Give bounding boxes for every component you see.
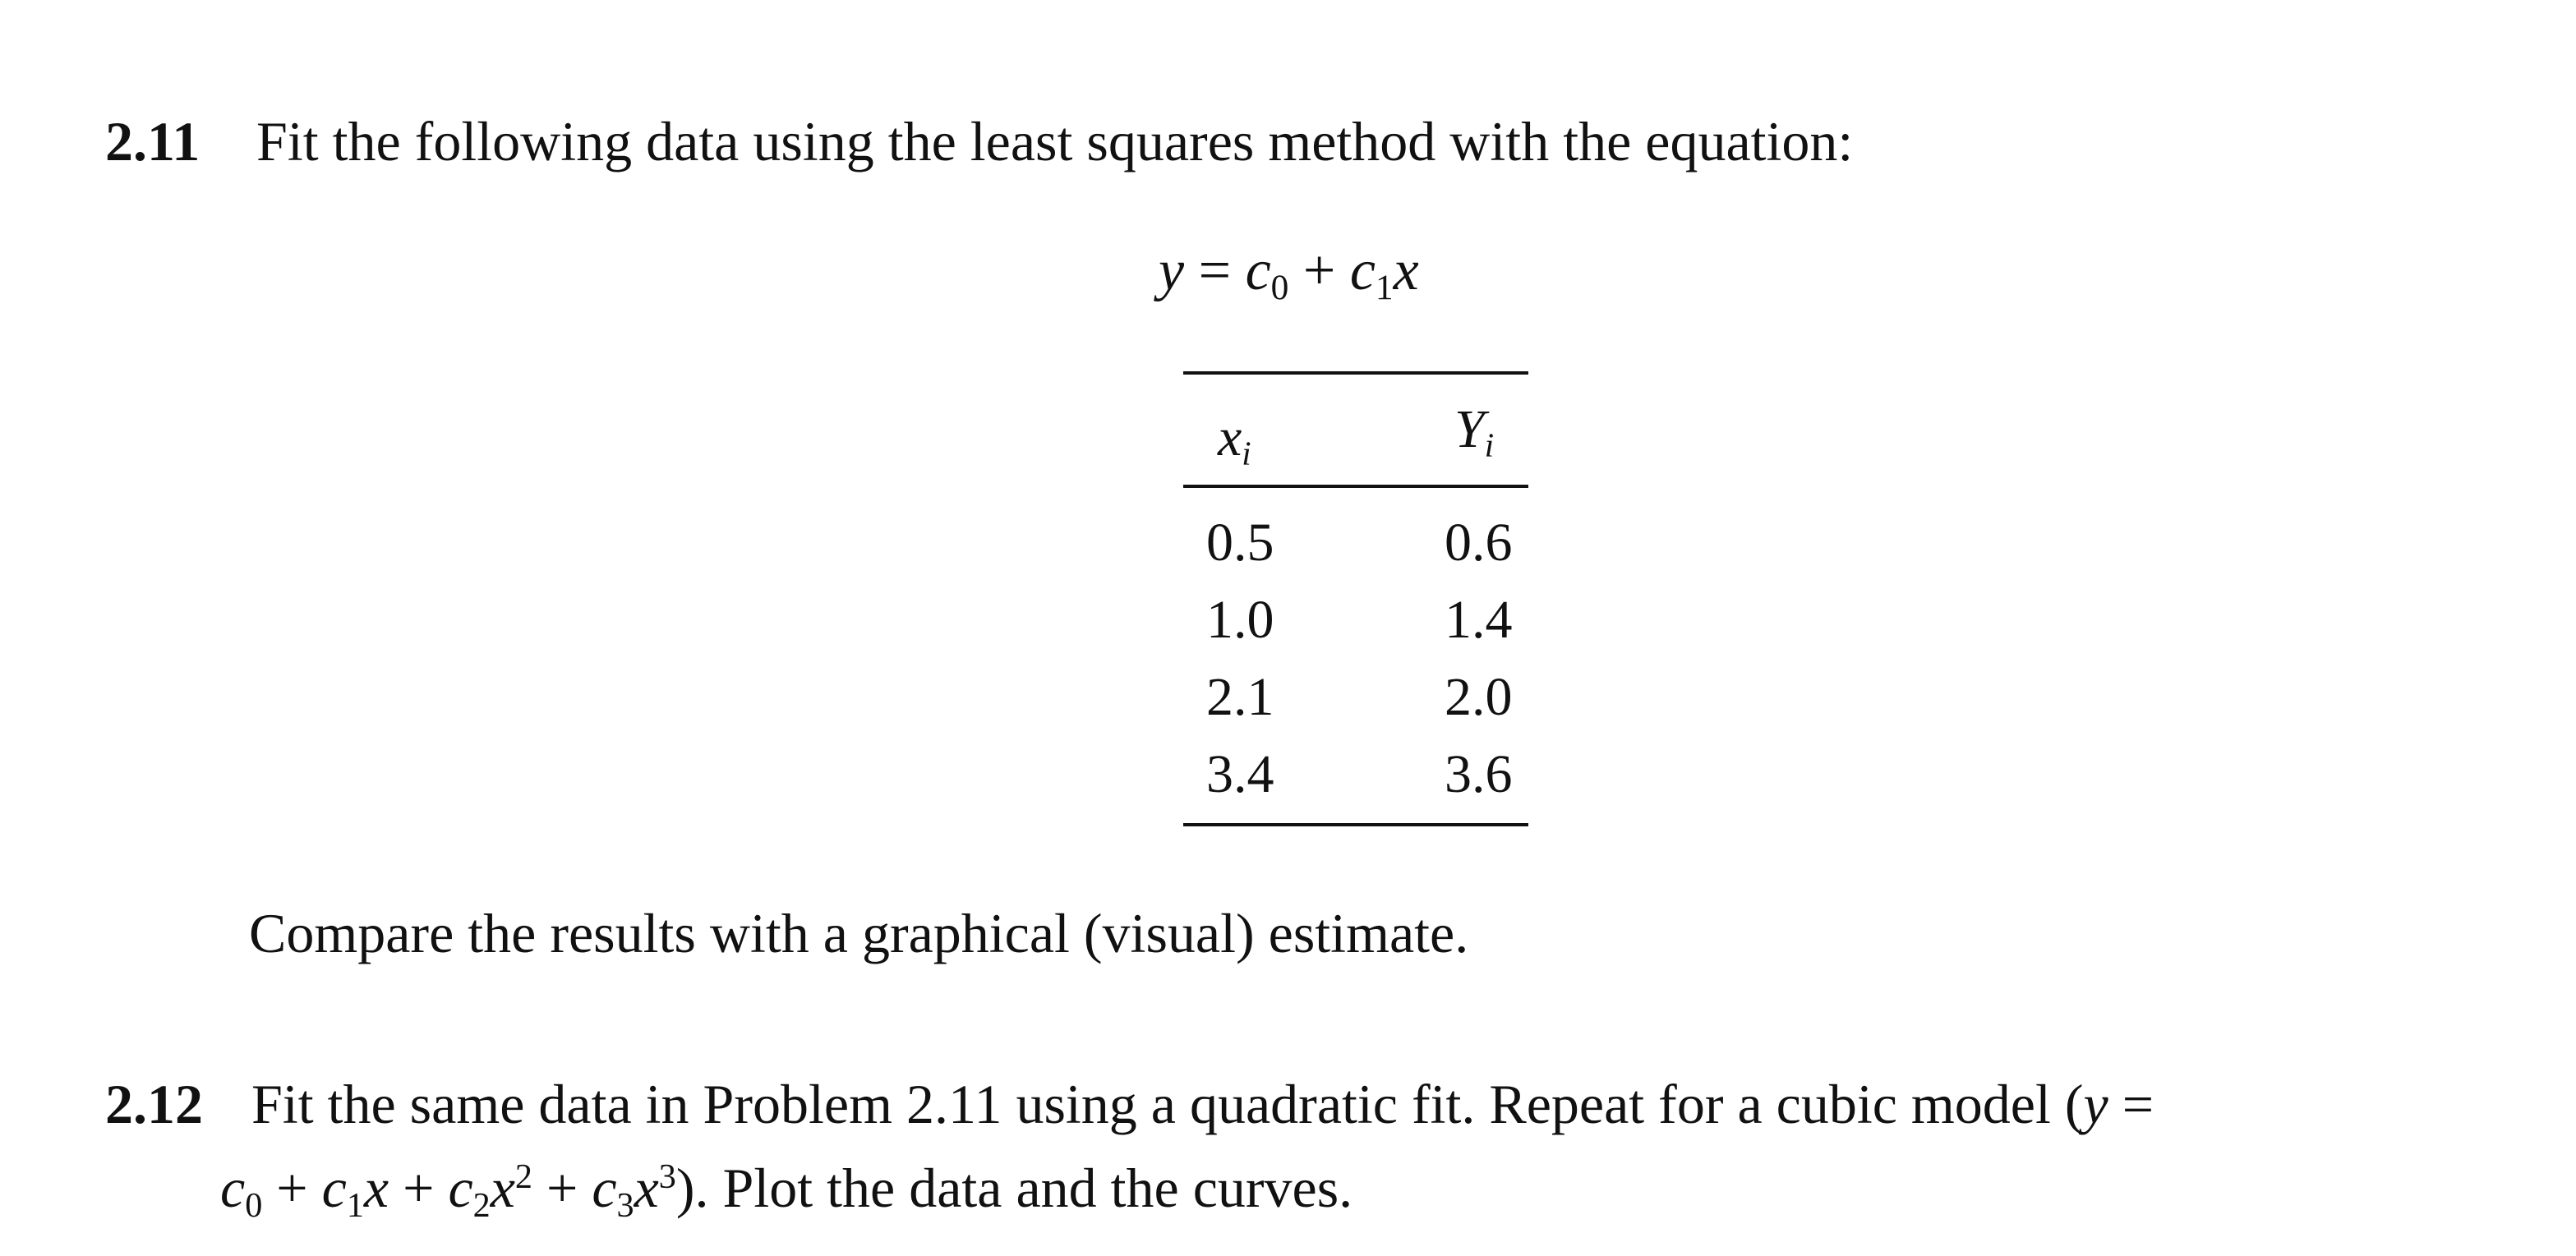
eq-sub-1: 1	[1375, 268, 1394, 308]
eq-x: x	[1393, 239, 1419, 302]
plus-2: +	[389, 1157, 449, 1219]
table-header-y	[1454, 399, 1495, 464]
problem-text: Fit the following data using the least squares method with the equation:	[256, 110, 1854, 173]
problem-2-12-statement	[105, 1073, 2154, 1135]
header-y-var: Y	[1454, 399, 1485, 459]
sub-2: 2	[472, 1185, 491, 1225]
sup-2: 2	[514, 1157, 532, 1196]
term-c0: c	[220, 1157, 246, 1219]
term-x2: x	[490, 1157, 515, 1219]
table-cell-x-1: 1.0	[1206, 590, 1274, 650]
table-cell-y-0: 0.6	[1445, 513, 1513, 573]
plus-3: +	[532, 1157, 592, 1219]
eq-c0: c	[1245, 239, 1271, 302]
problem-text: Fit the same data in Problem 2.11 using a quadratic fit. Repeat for a cubic model (	[251, 1073, 2084, 1135]
sup-3: 3	[658, 1157, 676, 1196]
eq-c1: c	[1349, 239, 1376, 302]
sub-3: 3	[616, 1185, 634, 1225]
table-cell-x-0: 0.5	[1206, 513, 1274, 573]
table-bottom-rule	[1183, 823, 1528, 826]
sub-1: 1	[346, 1185, 364, 1225]
cubic-equals: =	[2108, 1073, 2154, 1135]
problem-number: 2.12	[105, 1073, 203, 1135]
sub-0: 0	[245, 1185, 263, 1225]
eq-y: y	[1159, 239, 1185, 302]
term-c2: c	[448, 1157, 473, 1219]
table-cell-y-3: 3.6	[1445, 744, 1513, 804]
eq-plus: +	[1288, 239, 1350, 302]
cubic-y: y	[2083, 1073, 2108, 1135]
term-c1: c	[321, 1157, 347, 1219]
problem-number: 2.11	[105, 110, 200, 173]
header-x-sub: i	[1242, 435, 1251, 472]
table-cell-x-3: 3.4	[1206, 744, 1274, 804]
plus-1: +	[262, 1157, 322, 1219]
table-cell-y-2: 2.0	[1445, 667, 1513, 727]
eq-equals: =	[1184, 239, 1246, 302]
table-cell-y-1: 1.4	[1445, 590, 1513, 650]
table-header-rule	[1183, 485, 1528, 488]
term-c3: c	[592, 1157, 617, 1219]
table-cell-x-2: 2.1	[1206, 667, 1274, 727]
header-y-sub: i	[1484, 426, 1495, 464]
linear-equation	[1159, 239, 1419, 308]
problem-2-11-statement	[105, 110, 1854, 173]
compare-instruction: Compare the results with a graphical (visual) estimate.	[249, 902, 1469, 964]
term-x3: x	[634, 1157, 659, 1219]
header-x-var: x	[1218, 407, 1242, 467]
close-paren: ).	[675, 1157, 709, 1219]
term-x1: x	[363, 1157, 389, 1219]
cubic-model-equation	[220, 1157, 1353, 1225]
table-top-rule	[1183, 371, 1528, 375]
plot-instruction: Plot the data and the curves.	[708, 1157, 1353, 1219]
eq-sub-0: 0	[1270, 268, 1289, 308]
table-header-x	[1218, 407, 1251, 472]
